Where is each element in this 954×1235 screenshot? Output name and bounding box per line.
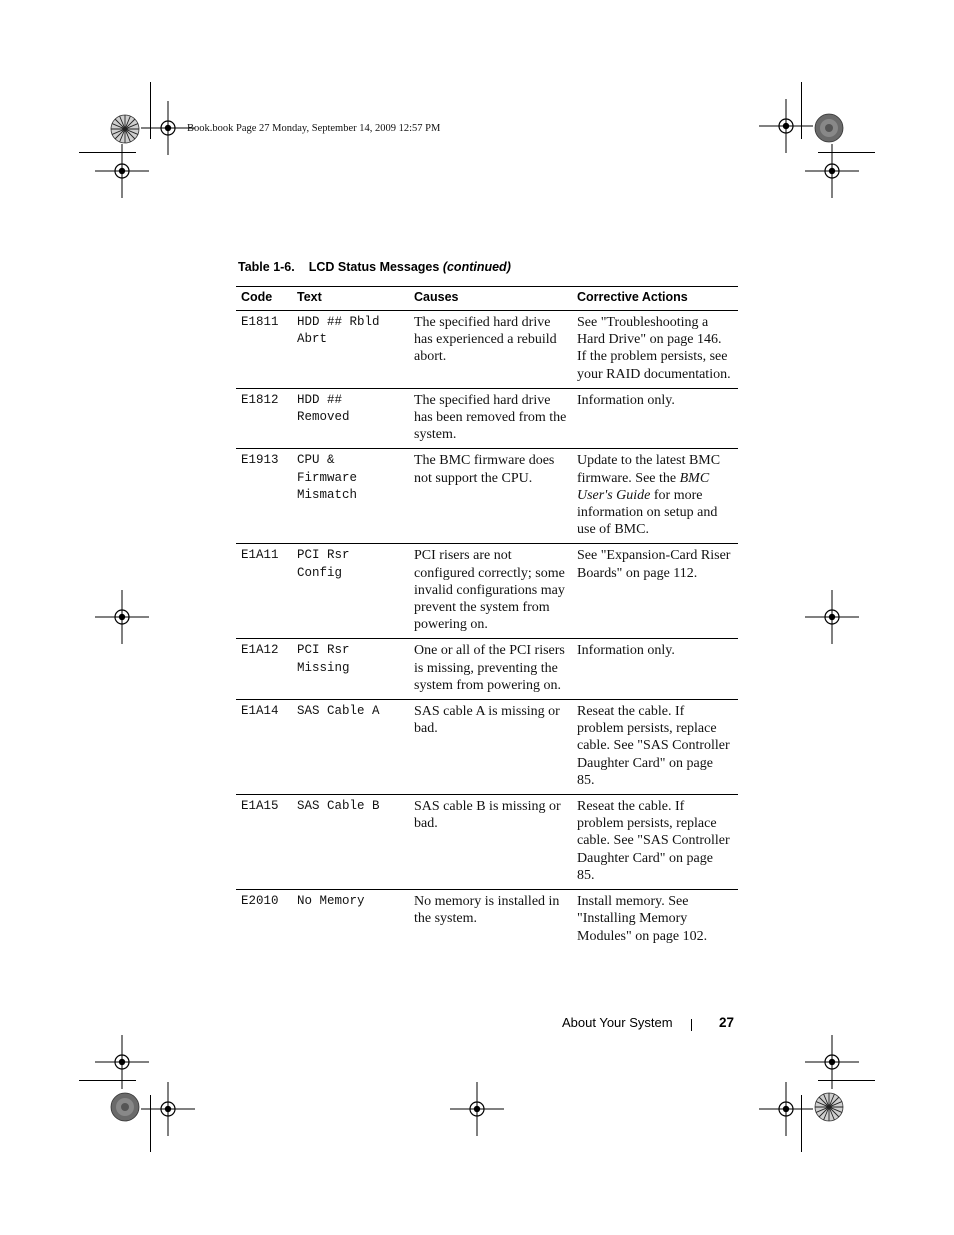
cell-text: HDD ## Rbld Abrt: [292, 311, 409, 389]
cell-text: PCI Rsr Config: [292, 544, 409, 639]
registration-mark-icon: [95, 590, 149, 644]
print-slug: Book.book Page 27 Monday, September 14, 2009 12:57 PM: [187, 123, 441, 134]
cell-text: CPU & Firmware Mismatch: [292, 449, 409, 544]
cell-code: E1812: [236, 388, 292, 449]
cell-text: PCI Rsr Missing: [292, 639, 409, 700]
cell-actions: Reseat the cable. If problem persists, replace cable. See "SAS Controller Daughter Card" on page 85.: [572, 795, 738, 890]
table-row: [236, 700, 738, 795]
cell-text: No Memory: [297, 894, 365, 909]
crop-line: [818, 152, 875, 153]
lcd-status-table: [236, 286, 738, 950]
cell-causes: No memory is installed in the system.: [414, 894, 560, 927]
cell-text: SAS Cable B: [292, 795, 409, 890]
cell-code: E1A12: [236, 639, 292, 700]
cell-actions-text: for more information on setup and use of BMC.: [577, 487, 718, 538]
cell-causes: The specified hard drive has been removed from the system.: [409, 388, 572, 449]
table-header-row: [236, 287, 738, 311]
cell-actions: Reseat the cable. If problem persists, replace cable. See "SAS Controller Daughter Card" on page 85.: [572, 700, 738, 795]
cell-causes: The specified hard drive has experienced a rebuild abort.: [409, 311, 572, 389]
cell-text: SAS Cable A: [292, 700, 409, 795]
color-sunburst-icon: [814, 1092, 844, 1122]
cell-causes: SAS cable B is missing or bad.: [409, 795, 572, 890]
cell-code: E1913: [236, 449, 292, 544]
column-header-corrective-actions: Corrective Actions: [572, 287, 738, 311]
page-number: 27: [719, 1015, 735, 1030]
crop-line: [818, 1080, 875, 1081]
cell-actions-text: Update to the latest BMC firmware. See the: [577, 453, 721, 486]
cell-actions: See "Troubleshooting a Hard Drive" on page 146. If the problem persists, see your RAID documentation.: [572, 311, 738, 389]
table-row: [236, 449, 738, 544]
table-row: [236, 544, 738, 639]
guide-title: BMC User's Guide: [577, 470, 710, 503]
cell-code: E2010: [241, 894, 279, 909]
table-caption-label: Table 1-6.: [238, 260, 295, 274]
cell-actions: Information only.: [572, 639, 738, 700]
table-row: [236, 388, 738, 449]
crop-line: [150, 1095, 151, 1152]
cell-causes: The BMC firmware does not support the CPU.: [409, 449, 572, 544]
registration-mark-icon: [805, 590, 859, 644]
registration-mark-icon: [759, 1082, 813, 1136]
crop-line: [79, 1080, 136, 1081]
cell-code: E1811: [236, 311, 292, 389]
cell-actions: Information only.: [572, 388, 738, 449]
table-row: [236, 795, 738, 890]
table-caption: [238, 260, 511, 274]
crop-line: [801, 82, 802, 139]
table-row: [236, 890, 738, 950]
table-row: [236, 311, 738, 389]
cell-code: E1A11: [236, 544, 292, 639]
footer-section-title: About Your System: [562, 1015, 673, 1030]
color-sunburst-icon: [110, 114, 140, 144]
crop-line: [801, 1095, 802, 1152]
table-caption-continued: (continued): [442, 260, 511, 274]
cell-actions: Install memory. See "Installing Memory Modules" on page 102.: [577, 894, 708, 944]
cell-code: E1A15: [236, 795, 292, 890]
cell-causes: One or all of the PCI risers is missing, preventing the system from powering on.: [409, 639, 572, 700]
cell-causes: PCI risers are not configured correctly; some invalid configurations may prevent the system from powering on.: [409, 544, 572, 639]
column-header-causes: Causes: [409, 287, 572, 311]
cell-actions: [572, 449, 738, 544]
column-header-code: Code: [236, 287, 292, 311]
table-caption-title: LCD Status Messages: [308, 260, 443, 274]
footer-divider: [691, 1019, 692, 1031]
crop-line: [150, 82, 151, 139]
color-sunburst-icon: [814, 113, 844, 143]
cell-actions: See "Expansion-Card Riser Boards" on page 112.: [572, 544, 738, 639]
table-row: [236, 639, 738, 700]
cell-text: HDD ## Removed: [292, 388, 409, 449]
cell-causes: SAS cable A is missing or bad.: [409, 700, 572, 795]
registration-mark-icon: [450, 1082, 504, 1136]
color-sunburst-icon: [110, 1092, 140, 1122]
crop-line: [79, 152, 136, 153]
column-header-text: Text: [292, 287, 409, 311]
cell-code: E1A14: [236, 700, 292, 795]
